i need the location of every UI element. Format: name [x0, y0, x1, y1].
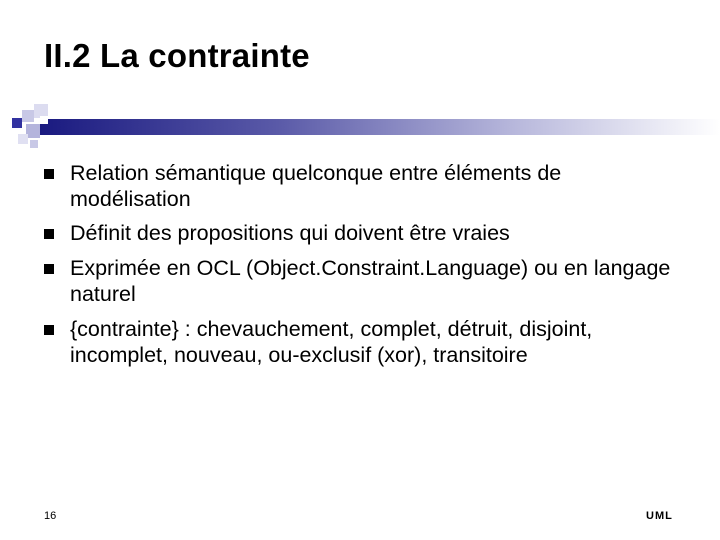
title-decoration-band [0, 102, 720, 152]
bullet-text: Exprimée en OCL (Object.Constraint.Language) ou en langage naturel [70, 256, 671, 306]
slide-number: 16 [44, 510, 57, 522]
bullet-item [44, 316, 684, 368]
bullet-item [44, 255, 684, 307]
uml-footer-logo: UML [646, 510, 673, 522]
square-bullet-icon [44, 229, 54, 239]
bullet-list [44, 160, 684, 368]
square-bullet-icon [44, 325, 54, 335]
square-bullet-icon [44, 264, 54, 274]
bullet-text: {contrainte} : chevauchement, complet, détruit, disjoint, incomplet, nouveau, ou-exclusif (xor), transitoire [70, 317, 593, 367]
bullet-item [44, 220, 684, 246]
square-bullet-icon [44, 169, 54, 179]
bullet-text: Définit des propositions qui doivent être vraies [70, 221, 510, 245]
bullet-item [44, 160, 684, 212]
slide-title: II.2 La contrainte [44, 37, 310, 74]
bullet-text: Relation sémantique quelconque entre éléments de modélisation [70, 161, 562, 211]
